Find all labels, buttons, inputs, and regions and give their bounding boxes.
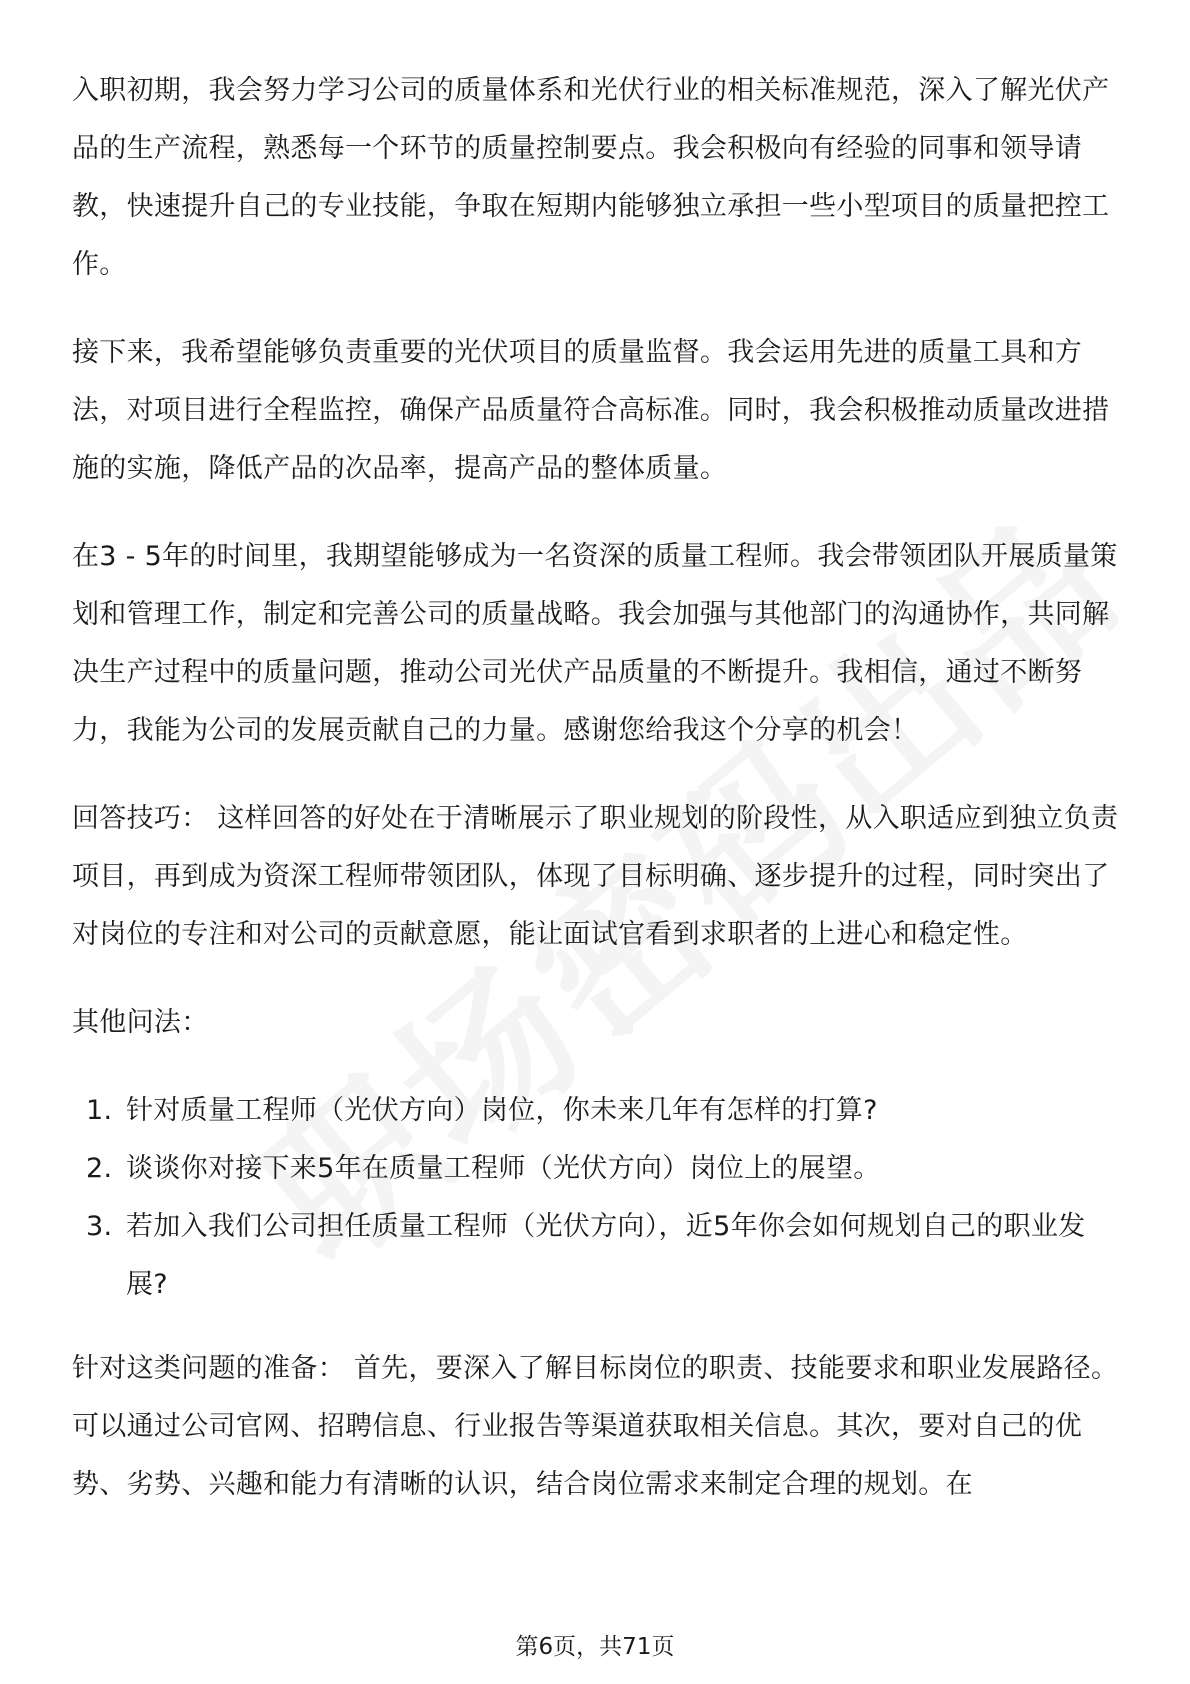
list-item [72,1082,1122,1140]
list-item [72,1198,1122,1314]
paragraph-long-term: 在3 - 5年的时间里，我期望能够成为一名资深的质量工程师。我会带领团队开展质量策划和管理工作，制定和完善公司的质量战略。我会加强与其他部门的沟通协作，共同解决生产过程中的质量问题，推动公司光伏产品质量的不断提升。我相信，通过不断努力，我能为公司的发展贡献自己的力量。感谢您给我这个分享的机会！ [72,541,1118,746]
list-item-text: 谈谈你对接下来5年在质量工程师（光伏方向）岗位上的展望。 [126,1153,881,1184]
paragraph-answer-tips: 回答技巧： 这样回答的好处在于清晰展示了职业规划的阶段性，从入职适应到独立负责项目，再到成为资深工程师带领团队，体现了目标明确、逐步提升的过程，同时突出了对岗位的专注和对公司的贡献意愿，能让面试官看到求职者的上进心和稳定性。 [72,803,1119,950]
paragraph-next-stage: 接下来，我希望能够负责重要的光伏项目的质量监督。我会运用先进的质量工具和方法，对项目进行全程监控，确保产品质量符合高标准。同时，我会积极推动质量改进措施的实施，降低产品的次品率，提高产品的整体质量。 [72,337,1110,484]
page-footer: 第6页，共71页 [515,1634,675,1660]
paragraph-other-questions-heading: 其他问法： [72,1007,209,1038]
list-item [72,1140,1122,1198]
list-item-number: 3. [86,1211,113,1242]
list-item-number: 2. [86,1153,113,1184]
paragraph-preparation: 针对这类问题的准备： 首先，要深入了解目标岗位的职责、技能要求和职业发展路径。可以通过公司官网、招聘信息、行业报告等渠道获取相关信息。其次，要对自己的优势、劣势、兴趣和能力有清晰的认识，结合岗位需求来制定合理的规划。在 [72,1353,1119,1500]
other-questions-list [72,1082,1122,1314]
paragraph-early-stage: 入职初期，我会努力学习公司的质量体系和光伏行业的相关标准规范，深入了解光伏产品的生产流程，熟悉每一个环节的质量控制要点。我会积极向有经验的同事和领导请教，快速提升自己的专业技能，争取在短期内能够独立承担一些小型项目的质量把控工作。 [72,75,1110,280]
list-item-number: 1. [86,1095,113,1126]
document-body [72,62,1122,1544]
list-item-text: 若加入我们公司担任质量工程师（光伏方向），近5年你会如何规划自己的职业发展? [126,1211,1086,1300]
list-item-text: 针对质量工程师（光伏方向）岗位，你未来几年有怎样的打算? [126,1095,878,1126]
